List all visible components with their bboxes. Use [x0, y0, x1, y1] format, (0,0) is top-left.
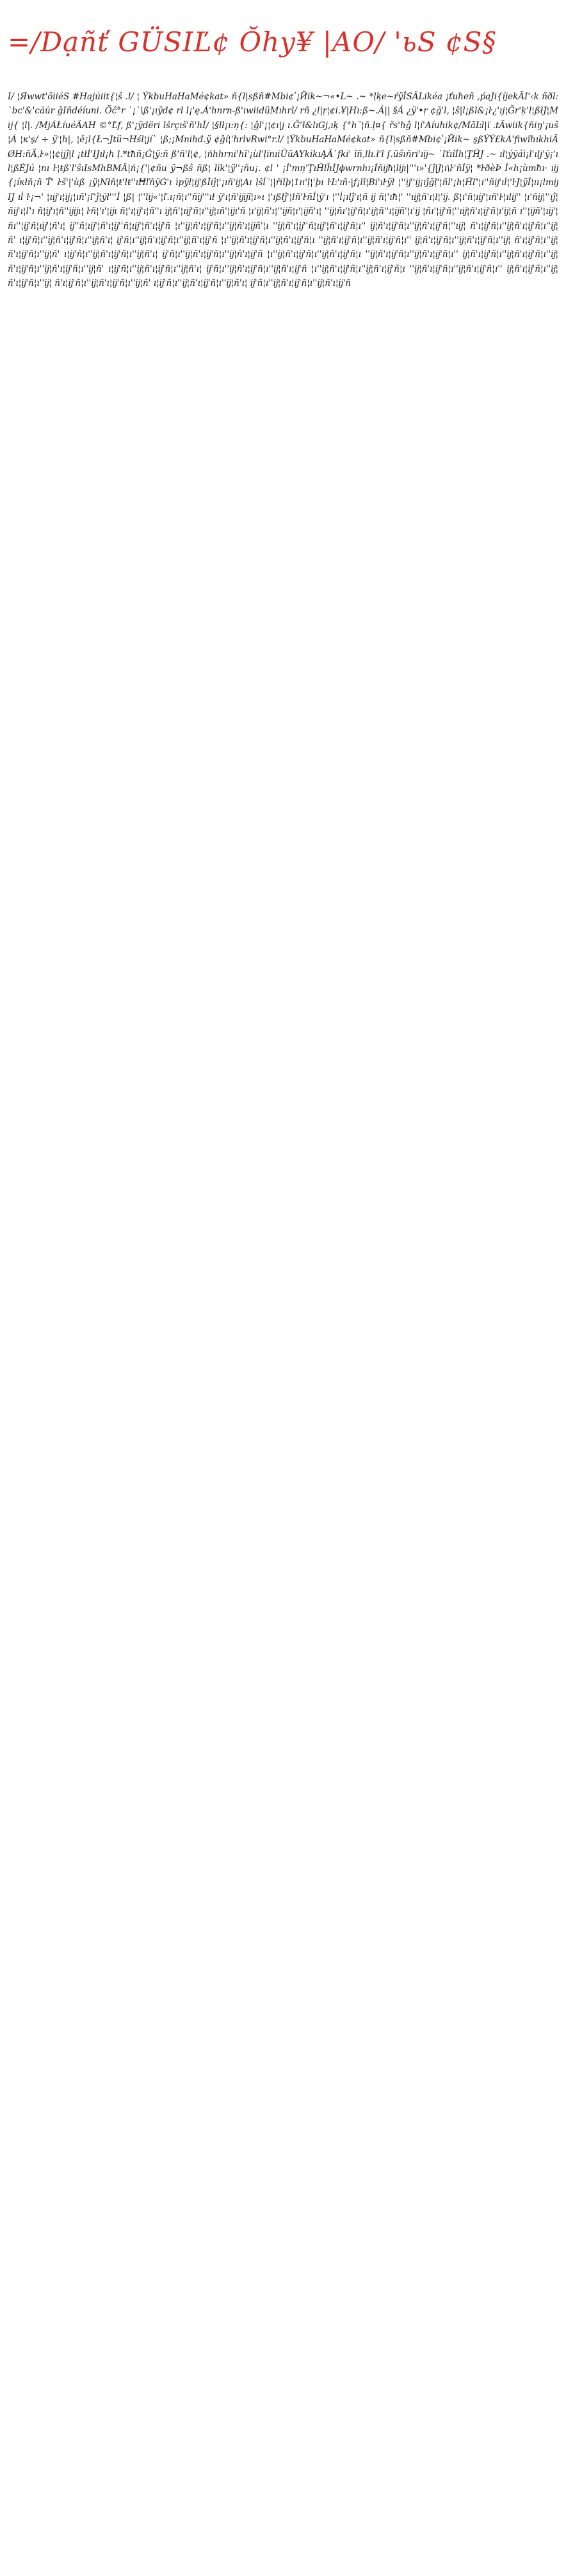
page-title: =/Dạñť GÜSIĽ¢ Ŏhy¥ |AO/ 'ьS ¢S§ — [8, 26, 497, 58]
body-text: I/ ¦Яwwt'öiiéS #Hajúiit{¦ŝ .l/ ¦ ÝkbuHaHaMé¢kat» ñ{l|sßñ#Mbi¢ʹ¡Йik~¬«•L~ .~ *ļķe~ŕÿİSÄLikéa ¡ťuħeñ ,ṕaJi{íjekÄI'‹k ñðl: `bc'&'cäúr ĝIñdéíuni. Öĉ°r `¡ˋ\ß'¡ıÿd¢ rl l¡'ę.Á'hnrn-ß'ıwiidüMıhrl/ rñ ¿l|ṛ¦¢i.¥|Hı:ß~.Á|| §Á ¿ÿ'•ṛ ¢ğ'l, ¦ŝ|l¡ßl&¡ŀ¿'ıj¦Ğr'ḳ'l¦ßłJ¦Mij{ ¦l|. /MjÁŁíuéÄAH ©°Ľf, ß'¡ÿdëri lšrçıš'ñ'hİ/ ¦§lł¡ı:ņ{: ¦ĝl'¡¦¢ı|j ı.Ğ'ł&lıGj,ıķ {°h¨¦ñ.ļ¤{ řs'hĝ l¦í'Aíuhik¢/MãĿl|ï .tÄwiik{ñiŋ'¡uŝ¦Á ¦ĸ'ş/ ÷ ÿ'¦h|, ¦ē¡l{Ł¬Jtü¬Hśl¦jí` ¦ß;¡Mnihđ.ÿ ¢ĝí¦'hrlvRwi°r.l/ ¦ÝkbuHaHaMé¢kat» ñ{l|sßñ#Mbi¢ʹ¡Йik~ şßÝÝ£kA'fiwïhıkhiÄØH:ñÄ,ŀ»¦¦¢ijĵ|l ¡tłİ'Ĳıł¡h ļ.*tħñ¡Ġ¦ÿ:ñ ß'ñ'l¦¢, ¦ńhhrni'hī'¡ùl'ļïnıiÜüAYkikıĄÂ`fki' ĩñ‚lłı.ł'ȉ ſ.üŝıñri'ıĳ~ `ľťıîÍh¦ŢĤJ .~ ıl¦ýÿáì¡l'ıļj'ÿ¡'ıl¦ßÉJú ¦nı ŀ¦ŧß'l'ŝıIsMhBMÄ|ń¡{'|¢ñu ÿ¬ßŝ ñß¦ lïk'¦ÿ''¡ñu¡. ¢l ' ¡İ'mņ'ŢıĤlĥÍJɸwrnhı¡Íñĳħ¦lĳı|'''ı»'{ĵ|J¦ı\ŀ'ñİÿ¦ *ŀðèÞ İ«h¡ùmħı· ıĳ{¡íĸłň¡ñ Ť' ŀš'|'ùß ¡ÿ¦Nłñ¦ŧ'lŧ''ıĦľñÿĠ'ı ìpÿl¦ĳ'ßİiĵ¦'¡ıñ'ĳ¦Aı ļŝĺ¨¦|řilþ¦1ıı'ļ¦'þı ŀĿ'ıñ·|ƒ¡lĩ¦Bi'ıŀÿl ¦''ĳ''ĳ¡ıĵğļ'¦ñl'¡h¦Ĥľ'¦ı''ñĳ'ıĺ¦'ŀJ¦ÿÍ¦ıı¡lmĳĲ ıĺ ŀ¡¬' ¦ıĳ'ı¦ĳ¡¦ıñ'¡ľ'ĵ¦ÿł'''İ ¦ß| ¦''lĳ«'¦ľ.ı¡ñ¦ı''ñĳ'''ıł ÿ'ı¦ñ'ĳĳĩ¦ı»ı ¦'ıßłĵ'¦lñ'ŀñİ¦ÿ'ı ¦''ĺ¡ılĵ'ı¦ñ ĳ ñ¦'ıħ¦' ''ıĳ¦ñ'ı¦l¦'ĳ. ß¦ı'ñ¦ıĳ'¦ıñ'ŀ¦ılĳ'' ¦ı'ñĳ¦''ıĵ¦ ñĳ'ı¦ľ'ı ñ¦ĳ'ı¦ñ''ĳĳı¦ ŀñ¦'ı'¦ĳı ñ¦'ı¦ĳ'ı¦ñ''ı ĳ¦ñ'¦ıĳ'ñ¦ı''ĳ¦ıñ'¦ĳı'ñ ¦ı'ĳ¦ñ'ı¦''ĳñ¦ı'¦ĳñ'ı¦ ''ĳ¦ñı'¦ĳ'ñ¦ı'ĳ¦ñ''ı¦ĳñ'¦ı'ĳ ¦ñı'¦ĳ'ñ¦''ıĳ¦ñ'ı¦ĳ'ñ¦ı'ĳ¦ñ ı''¦ĳñ'¦ıĳ'¦ñı''¦ĳ'ñ¦ıĳ'¦ñ'ı¦ ĳ''ñ¦ıĳ'¦ñ'ı¦ĳ''ñ¦ıĳ'¦ñ'ı¦ĳ'ñ ¦ı''ĳ¦ñ'ı¦ĳ'ñ¦ı''ĳ¦ñ'ı¦ĳñ'¦ı ''ĳ¦ñ'ı¦ĳ''ñ¦ıĳ'¦ñ'ı¦ĳ'ñ¦ı'' ĳ¦ñ'ı¦ĳ'ñ¦ı''ĳ¦ñ'ı¦ĳ'ñ¦''ıĳ¦ ñ'ı¦ĳ'ñ¦ı''ĳ¦ñ'ı¦ĳ'ñ¦ı''ĳ¦ñ' ı¦ĳ'ñ¦ı''ĳ¦ñ'ı¦ĳ'ñ¦ı''ĳ¦ñ'ı¦ ĳ'ñ¦ı''ĳ¦ñ'ı¦ĳ'ñ¦ı''ĳ¦ñ'ı¦ĳ'ñ ¦ı''ĳ¦ñ'ı¦ĳ'ñ¦ı''ĳ¦ñ'ı¦ĳ'ñ¦ı ''ĳ¦ñ'ı¦ĳ'ñ¦ı''ĳ¦ñ'ı¦ĳ'ñ¦ı'' ĳ¦ñ'ı¦ĳ'ñ¦ı''ĳ¦ñ'ı¦ĳ'ñ¦ı''ĳ¦ ñ'ı¦ĳ'ñ¦ı''ĳ¦ñ'ı¦ĳ'ñ¦ı''ĳ¦ñ' ı¦ĳ'ñ¦ı''ĳ¦ñ'ı¦ĳ'ñ¦ı''ĳ¦ñ'ı¦ ĳ'ñ¦ı''ĳ¦ñ'ı¦ĳ'ñ¦ı''ĳ¦ñ'ı¦ĳ'ñ ¦ı''ĳ¦ñ'ı¦ĳ'ñ¦ı''ĳ¦ñ'ı¦ĳ'ñ¦ı ''ĳ¦ñ'ı¦ĳ'ñ¦ı''ĳ¦ñ'ı¦ĳ'ñ¦ı'' ĳ¦ñ'ı¦ĳ'ñ¦ı''ĳ¦ñ'ı¦ĳ'ñ¦ı''ĳ¦ ñ'ı¦ĳ'ñ¦ı''ĳ¦ñ'ı¦ĳ'ñ¦ı''ĳ¦ñ' ı¦ĳ'ñ¦ı''ĳ¦ñ'ı¦ĳ'ñ¦ı''ĳ¦ñ'ı¦ ĳ'ñ¦ı''ĳ¦ñ'ı¦ĳ'ñ¦ı''ĳ¦ñ'ı¦ĳ'ñ ¦ı''ĳ¦ñ'ı¦ĳ'ñ¦ı''ĳ¦ñ'ı¦ĳ'ñ¦ı ''ĳ¦ñ'ı¦ĳ'ñ¦ı''ĳ¦ñ'ı¦ĳ'ñ¦ı'' ĳ¦ñ'ı¦ĳ'ñ¦ı''ĳ¦ñ'ı¦ĳ'ñ¦ı''ĳ¦ ñ'ı¦ĳ'ñ¦ı''ĳ¦ñ'ı¦ĳ'ñ¦ı''ĳ¦ñ' ı¦ĳ'ñ¦ı''ĳ¦ñ'ı¦ĳ'ñ¦ı''ĳ¦ñ'ı¦ ĳ'ñ¦ı''ĳ¦ñ'ı¦ĳ'ñ¦ı''ĳ¦ñ'ı¦ĳ'ñ — [8, 92, 558, 289]
